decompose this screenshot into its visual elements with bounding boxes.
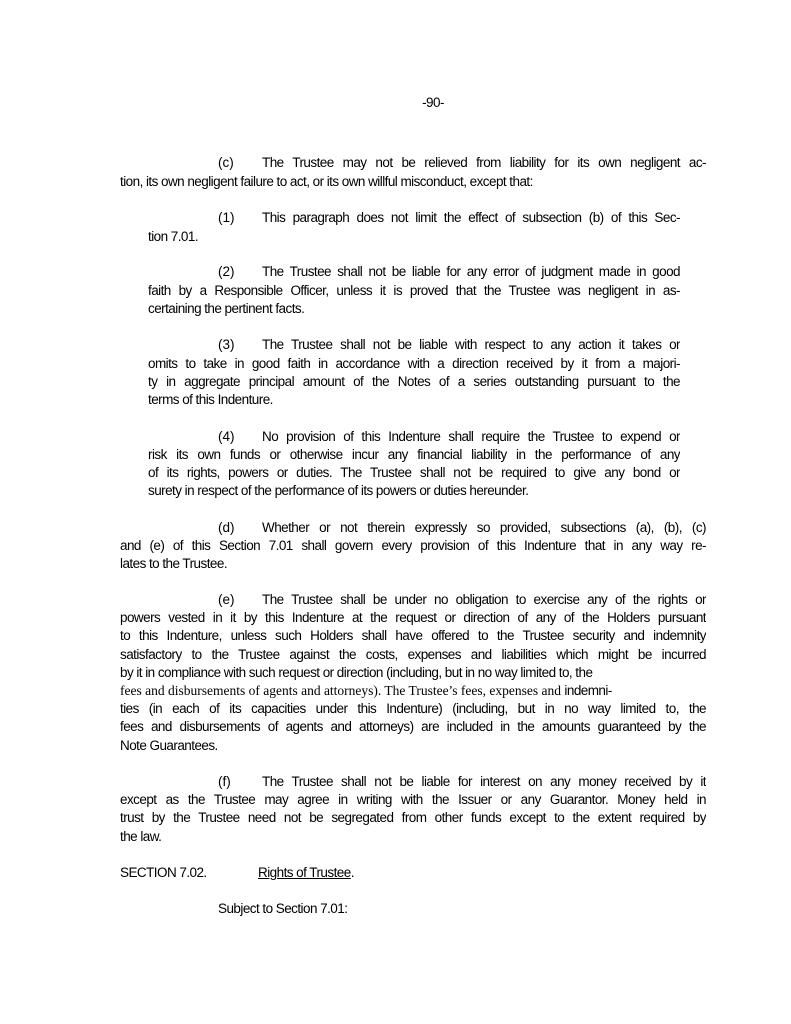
paragraph-line: powers vested in it by this Indenture at the request or direction of any of the Holders pursuant [120, 610, 706, 625]
paragraph-line: except as the Trustee may agree in writing with the Issuer or any Guarantor. Money held in [120, 792, 706, 807]
paragraph-line: tion 7.01. [148, 229, 199, 244]
paragraph-line: fees and disbursements of agents and attorneys) are included in the amounts guaranteed by the [120, 719, 706, 734]
page-number: -90- [422, 95, 444, 110]
paragraph-line: to this Indenture, unless such Holders shall have offered to the Trustee security and indemnity [120, 628, 706, 643]
paragraph-line: the law. [120, 829, 162, 844]
paragraph-line: by it in compliance with such request or direction (including, but in no way limited to, the [120, 665, 593, 680]
paragraph-label: (e) [218, 592, 235, 607]
paragraph-label: (2) [218, 264, 235, 279]
paragraph-line: surety in respect of the performance of its powers or duties hereunder. [148, 483, 529, 498]
paragraph-line: ties (in each of its capacities under this Indenture) (including, but in no way limited to, the [120, 701, 706, 716]
paragraph-line: risk its own funds or otherwise incur any financial liability in the performance of any [148, 447, 680, 462]
section-number: SECTION 7.02. [120, 865, 207, 880]
paragraph-line: The Trustee shall be under no obligation to exercise any of the rights or [262, 592, 706, 607]
paragraph-line: and (e) of this Section 7.01 shall govern every provision of this Indenture that in any way re- [120, 538, 706, 553]
paragraph-line: The Trustee may not be relieved from liability for its own negligent ac- [262, 155, 706, 170]
paragraph-line: lates to the Trustee. [120, 556, 228, 571]
paragraph-line: ty in aggregate principal amount of the Notes of a series outstanding pursuant to the [148, 374, 680, 389]
paragraph-line: This paragraph does not limit the effect of subsection (b) of this Sec- [262, 210, 680, 225]
section-title-period: . [350, 865, 354, 880]
section-title: Rights of Trustee [258, 865, 351, 880]
paragraph-label: (f) [218, 774, 231, 789]
paragraph-line: Whether or not therein expressly so provided, subsections (a), (b), (c) [262, 520, 706, 535]
subject-line: Subject to Section 7.01: [218, 901, 348, 916]
paragraph-label: (c) [218, 155, 234, 170]
section-title-wrap [258, 864, 354, 881]
sans-text: indemni- [564, 683, 612, 698]
serif-text: fees and disbursements of agents and attorneys). The Trustee’s fees, expenses and [120, 683, 565, 698]
paragraph-line: satisfactory to the Trustee against the costs, expenses and liabilities which might be incurred [120, 647, 706, 662]
paragraph-line: The Trustee shall not be liable for interest on any money received by it [262, 774, 706, 789]
paragraph-line: tion, its own negligent failure to act, or its own willful misconduct, except that: [120, 174, 533, 189]
paragraph-label: (1) [218, 210, 235, 225]
paragraph-line: terms of this Indenture. [148, 392, 273, 407]
paragraph-line: omits to take in good faith in accordance with a direction received by it from a majori- [148, 356, 680, 371]
paragraph-label: (d) [218, 520, 235, 535]
paragraph-line: The Trustee shall not be liable with respect to any action it takes or [262, 337, 680, 352]
paragraph-line: The Trustee shall not be liable for any error of judgment made in good [262, 264, 680, 279]
paragraph-line: certaining the pertinent facts. [148, 301, 305, 316]
paragraph-line: Note Guarantees. [120, 738, 218, 753]
paragraph-line: of its rights, powers or duties. The Trustee shall not be required to give any bond or [148, 465, 680, 480]
paragraph-line: No provision of this Indenture shall require the Trustee to expend or [262, 429, 680, 444]
paragraph-line [120, 682, 720, 699]
paragraph-label: (4) [218, 429, 235, 444]
paragraph-line: trust by the Trustee need not be segregated from other funds except to the extent required by [120, 810, 706, 825]
paragraph-label: (3) [218, 337, 235, 352]
paragraph-line: faith by a Responsible Officer, unless it is proved that the Trustee was negligent in as- [148, 283, 680, 298]
